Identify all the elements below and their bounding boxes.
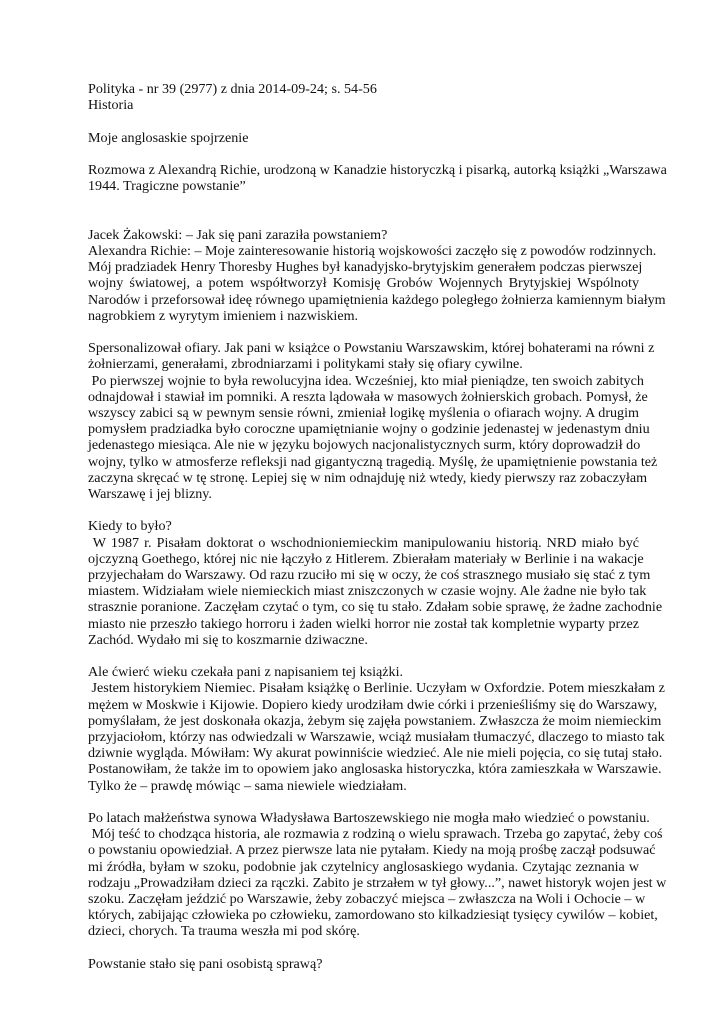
lead-line: 1944. Tragiczne powstanie” bbox=[88, 178, 246, 195]
text-line: miasto nie przeszło takiego horroru i żaden wielki horror nie został tak kompletnie wyparty przez bbox=[88, 615, 639, 632]
text-line: wojny światowej, a potem współtworzył Komisję Grobów Wojennych Brytyjskiej Wspólnoty bbox=[88, 275, 639, 292]
text-line: dziwnie wygląda. Mówiłam: Wy akurat powinniście wiedzieć. Ale nie mieli pojęcia, co się tutaj stało. bbox=[88, 745, 663, 762]
text-line: Postanowiłam, że także im to opowiem jako anglosaska historyczka, która zamieszkała w Warszawie. bbox=[88, 761, 662, 778]
question: Ale ćwierć wieku czekała pani z napisaniem tej książki. bbox=[88, 664, 404, 681]
text-line: pomysłem pradziadka było coroczne upamiętnianie wojny o godzinie jedenastej w jedenastym dniu bbox=[88, 421, 650, 438]
text-line: W 1987 r. Pisałam doktorat o wschodnioniemieckim manipulowaniu historią. NRD miało być bbox=[88, 534, 639, 551]
text-line: Jestem historykiem Niemiec. Pisałam książkę o Berlinie. Uczyłam w Oxfordzie. Potem mieszkałam z bbox=[88, 680, 665, 697]
lead-paragraph bbox=[88, 161, 667, 195]
text-line: wszyscy zabici są w pewnym sensie równi, zmieniał logikę myślenia o ofiarach wojny. A drugim bbox=[88, 405, 639, 421]
text-line: nagrobkiem z wyrytym imieniem i nazwiskiem. bbox=[88, 307, 359, 324]
text-line: Warszawę i jej blizny. bbox=[88, 486, 212, 503]
text-line: odnajdował i stawiał im pomniki. A reszta lądowała w masowych żołnierskich grobach. Pomysł, że bbox=[88, 388, 648, 405]
article-title: Moje anglosaskie spojrzenie bbox=[88, 129, 249, 146]
text-line: zaczyna skręcać w tę stronę. Lepiej się w nim odnajduję niż wtedy, kiedy pierwszy raz zobaczyłam bbox=[88, 469, 648, 486]
text-line: o powstaniu opowiedział. A przez pierwsze lata nie pytałam. Kiedy na moją prośbę zaczął podsuwać bbox=[88, 842, 656, 859]
text-line: dzieci, chorych. Ta trauma weszła mi pod skórę. bbox=[88, 923, 360, 940]
paragraph bbox=[88, 226, 666, 324]
question: Po latach małżeństwa synowa Władysława Bartoszewskiego nie mogła mało wiedzieć o powstaniu. bbox=[88, 810, 650, 827]
text-line: których, zabijając człowieka po człowieku, zamordowano sto kilkadziesiąt tysięcy cywilów – kobiet, bbox=[88, 907, 658, 924]
source-line: Polityka - nr 39 (2977) z dnia 2014-09-24; s. 54-56 bbox=[88, 81, 377, 97]
text-line: Zachód. Wydało mi się to koszmarnie dziwaczne. bbox=[88, 631, 368, 648]
text-line: ojczyzną Goethego, której nic nie łączyło z Hitlerem. Zbierałam materiały w Berlinie i na wakacje bbox=[88, 550, 644, 567]
text-line: szoku. Zaczęłam jeździć po Warszawie, żeby zobaczyć miejsca – zwłaszcza na Woli i Ochocie – w bbox=[88, 891, 646, 908]
question: Kiedy to było? bbox=[88, 518, 172, 535]
text-line: wojny, tylko w atmosferze refleksji nad gigantyczną tragedią. Myślę, że upamiętnienie powstania też bbox=[88, 453, 658, 470]
text-line: rodzaju „Prowadziłam dzieci za rączki. Zabito je strzałem w tył głowy...”, nawet historyk wojen jest w bbox=[88, 874, 667, 891]
question: Jacek Żakowski: – Jak się pani zaraziła powstaniem? bbox=[88, 226, 388, 243]
text-line: Po pierwszej wojnie to była rewolucyjna idea. Wcześniej, kto miał pieniądze, ten swoich zabitych bbox=[88, 372, 644, 389]
text-line: przyjaciołom, którzy nas odwiedzali w Warszawie, wciąż musiałam tłumaczyć, dlaczego to miasto tak bbox=[88, 729, 665, 746]
text-line: jedenastego miesiąca. Ale nie w języku bojowych nacjonalistycznych surm, który doprowadził do bbox=[88, 437, 641, 454]
text-line: Alexandra Richie: – Moje zainteresowanie historią wojskowości zaczęło się z powodów rodzinnych. bbox=[88, 242, 657, 259]
paragraph bbox=[88, 340, 658, 503]
question: Spersonalizował ofiary. Jak pani w książce o Powstaniu Warszawskim, której bohaterami na równi z bbox=[88, 340, 655, 357]
text-line: Mój teść to chodząca historia, ale rozmawia z rodziną o wielu sprawach. Trzeba go zapytać, żeby coś bbox=[88, 826, 663, 843]
section-label: Historia bbox=[88, 97, 134, 114]
text-line: mężem w Moskwie i Kijowie. Dopiero kiedy urodziłam dwie córki i przenieśliśmy się do Warszawy, bbox=[88, 696, 658, 713]
text-line: strasznie poranione. Zaczęłam czytać o tym, co się tu stało. Zdałam sobie sprawę, że żadne zachodnie bbox=[88, 599, 663, 616]
lead-line: Rozmowa z Alexandrą Richie, urodzoną w Kanadzie historyczką i pisarką, autorką książki „Warszawa bbox=[88, 161, 667, 178]
paragraph bbox=[88, 518, 663, 648]
text-line: miastem. Widziałam wiele niemieckich miast zniszczonych w czasie wojny. Ale żadne nie było tak bbox=[88, 583, 647, 600]
question: żołnierzami, generałami, zbrodniarzami i politykami stały się ofiary cywilne. bbox=[88, 356, 523, 373]
text-line: Tylko że – prawdę mówiąc – sama niewiele wiedziałam. bbox=[88, 777, 407, 794]
text-line: pomyślałam, że jest doskonała okazja, żebym się zajęła powstaniem. Zwłaszcza że moim niemieckim bbox=[88, 712, 662, 729]
document-page bbox=[88, 81, 667, 972]
text-line: Mój pradziadek Henry Thoresby Hughes był kanadyjsko-brytyjskim generałem podczas pierwszej bbox=[88, 259, 643, 276]
paragraph bbox=[88, 664, 665, 794]
paragraph bbox=[88, 810, 667, 940]
final-question: Powstanie stało się pani osobistą sprawą? bbox=[88, 955, 323, 972]
text-line: Narodów i przeforsował ideę równego upamiętnienia każdego poległego żołnierza kamiennym białym bbox=[88, 291, 666, 308]
text-line: przyjechałam do Warszawy. Od razu rzuciło mi się w oczy, że coś strasznego musiało się stać z tym bbox=[88, 567, 651, 584]
text-line: mi źródła, byłam w szoku, podobnie jak czytelnicy anglosaskiego wydania. Czytając zeznania w bbox=[88, 858, 639, 875]
